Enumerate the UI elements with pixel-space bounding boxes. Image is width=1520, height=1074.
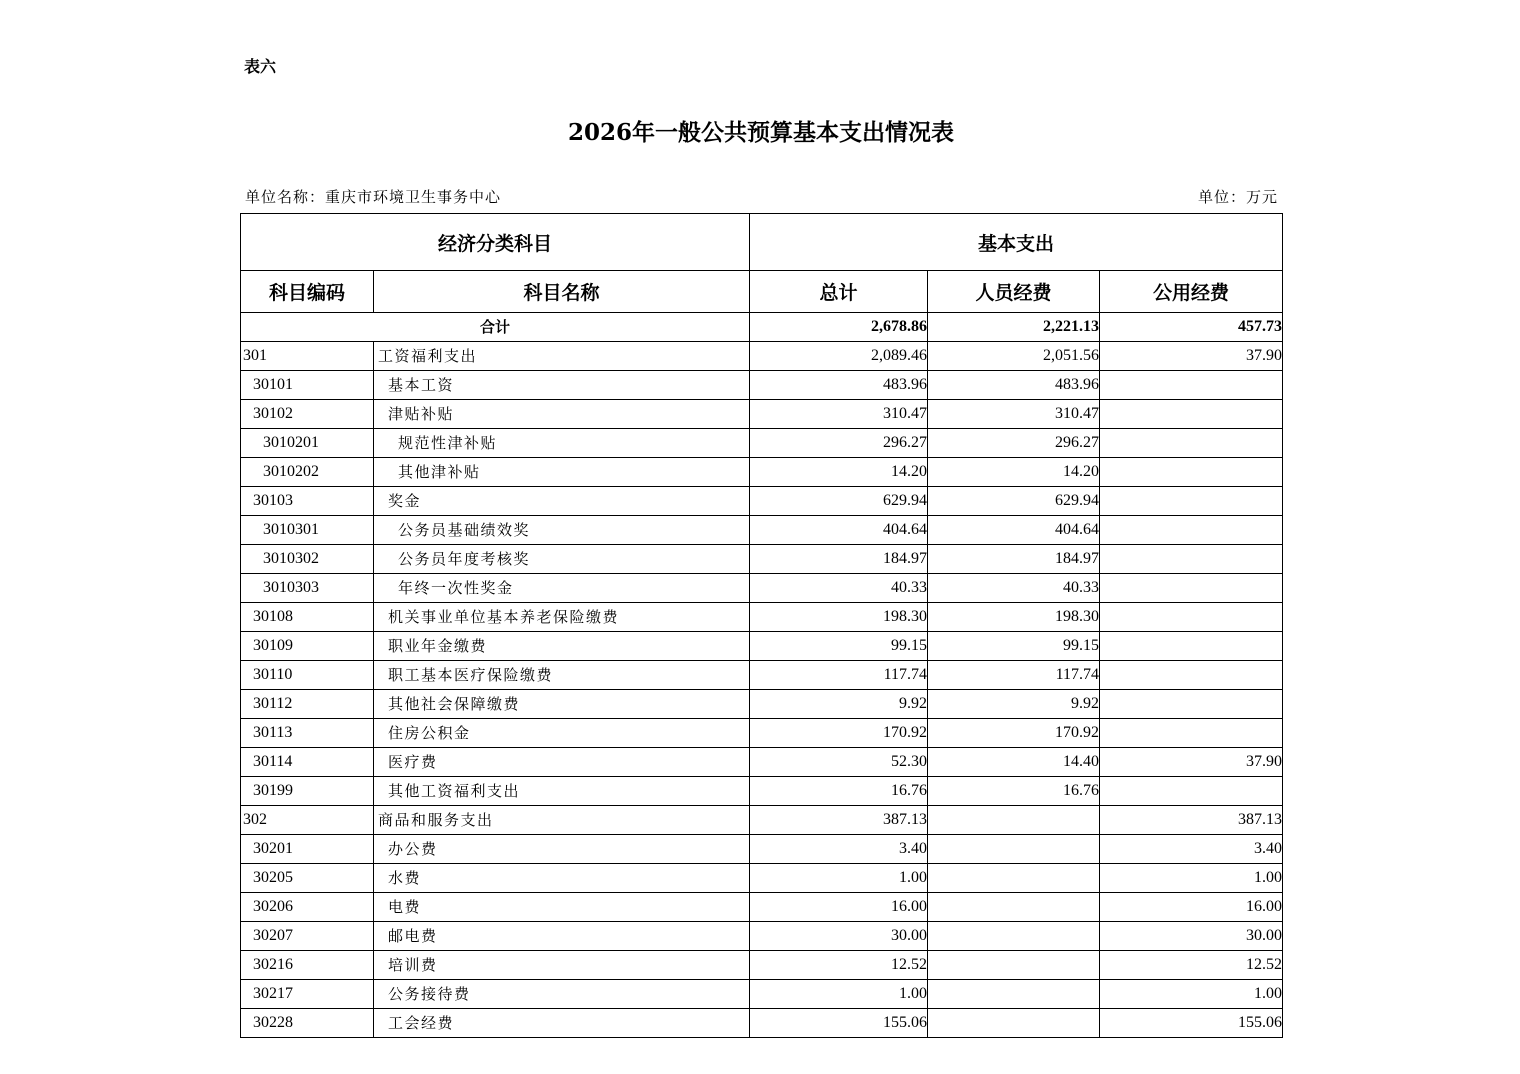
row-total: 296.27 [750, 429, 928, 458]
row-personnel [928, 980, 1100, 1009]
row-personnel [928, 893, 1100, 922]
row-total: 155.06 [750, 1009, 928, 1038]
row-name: 培训费 [374, 951, 750, 980]
row-name: 邮电费 [374, 922, 750, 951]
table-row [241, 574, 1283, 603]
row-code: 30228 [241, 1009, 374, 1038]
table-row [241, 835, 1283, 864]
row-personnel [928, 1009, 1100, 1038]
row-name: 医疗费 [374, 748, 750, 777]
row-name: 基本工资 [374, 371, 750, 400]
row-code: 30199 [241, 777, 374, 806]
row-name: 办公费 [374, 835, 750, 864]
row-name: 水费 [374, 864, 750, 893]
row-name: 津贴补贴 [374, 400, 750, 429]
table-row [241, 748, 1283, 777]
row-public [1100, 777, 1283, 806]
total-total: 2,678.86 [750, 313, 928, 342]
row-personnel: 14.40 [928, 748, 1100, 777]
row-code: 301 [241, 342, 374, 371]
row-total: 3.40 [750, 835, 928, 864]
row-name: 规范性津补贴 [374, 429, 750, 458]
row-name: 职工基本医疗保险缴费 [374, 661, 750, 690]
row-total: 198.30 [750, 603, 928, 632]
table-row [241, 864, 1283, 893]
row-code: 30109 [241, 632, 374, 661]
row-personnel: 404.64 [928, 516, 1100, 545]
row-name: 公务接待费 [374, 980, 750, 1009]
row-name: 公务员基础绩效奖 [374, 516, 750, 545]
row-personnel: 198.30 [928, 603, 1100, 632]
row-total: 184.97 [750, 545, 928, 574]
row-total: 99.15 [750, 632, 928, 661]
row-total: 52.30 [750, 748, 928, 777]
total-label: 合计 [241, 313, 750, 342]
table-row [241, 777, 1283, 806]
row-name: 商品和服务支出 [374, 806, 750, 835]
row-public [1100, 690, 1283, 719]
row-personnel: 170.92 [928, 719, 1100, 748]
row-name: 工资福利支出 [374, 342, 750, 371]
row-public [1100, 487, 1283, 516]
table-row [241, 719, 1283, 748]
row-code: 3010201 [241, 429, 374, 458]
row-public: 1.00 [1100, 864, 1283, 893]
total-row [241, 313, 1283, 342]
row-name: 年终一次性奖金 [374, 574, 750, 603]
row-public [1100, 400, 1283, 429]
row-personnel [928, 835, 1100, 864]
table-label: 表六 [244, 57, 277, 76]
row-public: 387.13 [1100, 806, 1283, 835]
table-row [241, 690, 1283, 719]
table-body [241, 313, 1283, 1038]
row-public: 1.00 [1100, 980, 1283, 1009]
header-code: 科目编码 [241, 271, 374, 313]
row-total: 404.64 [750, 516, 928, 545]
table-row [241, 545, 1283, 574]
row-total: 9.92 [750, 690, 928, 719]
table-row [241, 922, 1283, 951]
row-code: 30102 [241, 400, 374, 429]
row-total: 170.92 [750, 719, 928, 748]
table-row [241, 458, 1283, 487]
row-name: 奖金 [374, 487, 750, 516]
row-code: 3010202 [241, 458, 374, 487]
row-public: 30.00 [1100, 922, 1283, 951]
total-personnel: 2,221.13 [928, 313, 1100, 342]
row-total: 387.13 [750, 806, 928, 835]
row-public [1100, 545, 1283, 574]
row-name: 电费 [374, 893, 750, 922]
row-public: 37.90 [1100, 342, 1283, 371]
unit-name: 单位名称：重庆市环境卫生事务中心 [245, 188, 502, 206]
row-personnel: 310.47 [928, 400, 1100, 429]
row-total: 1.00 [750, 980, 928, 1009]
row-personnel: 296.27 [928, 429, 1100, 458]
row-public [1100, 458, 1283, 487]
row-personnel: 40.33 [928, 574, 1100, 603]
row-public: 37.90 [1100, 748, 1283, 777]
total-public: 457.73 [1100, 313, 1283, 342]
row-code: 30201 [241, 835, 374, 864]
row-personnel: 629.94 [928, 487, 1100, 516]
table-row [241, 603, 1283, 632]
row-personnel: 99.15 [928, 632, 1100, 661]
row-public [1100, 661, 1283, 690]
row-code: 30114 [241, 748, 374, 777]
row-total: 1.00 [750, 864, 928, 893]
row-personnel: 9.92 [928, 690, 1100, 719]
row-name: 工会经费 [374, 1009, 750, 1038]
row-personnel: 117.74 [928, 661, 1100, 690]
table-row [241, 487, 1283, 516]
row-name: 职业年金缴费 [374, 632, 750, 661]
row-public [1100, 574, 1283, 603]
row-personnel: 483.96 [928, 371, 1100, 400]
budget-table [240, 213, 1283, 1038]
table-row [241, 951, 1283, 980]
table-row [241, 632, 1283, 661]
row-public: 12.52 [1100, 951, 1283, 980]
row-public [1100, 632, 1283, 661]
row-code: 30113 [241, 719, 374, 748]
header-basic-expense: 基本支出 [750, 214, 1283, 271]
row-total: 40.33 [750, 574, 928, 603]
row-code: 302 [241, 806, 374, 835]
header-row-2 [241, 271, 1283, 313]
header-row-1 [241, 214, 1283, 271]
row-personnel: 16.76 [928, 777, 1100, 806]
row-total: 30.00 [750, 922, 928, 951]
table-row [241, 661, 1283, 690]
row-code: 30206 [241, 893, 374, 922]
table-row [241, 342, 1283, 371]
row-code: 30207 [241, 922, 374, 951]
row-code: 3010303 [241, 574, 374, 603]
row-code: 30103 [241, 487, 374, 516]
table-row [241, 806, 1283, 835]
row-total: 483.96 [750, 371, 928, 400]
header-name: 科目名称 [374, 271, 750, 313]
row-code: 3010302 [241, 545, 374, 574]
row-personnel [928, 806, 1100, 835]
row-code: 30108 [241, 603, 374, 632]
row-total: 12.52 [750, 951, 928, 980]
row-total: 14.20 [750, 458, 928, 487]
row-personnel: 2,051.56 [928, 342, 1100, 371]
row-name: 其他津补贴 [374, 458, 750, 487]
row-total: 117.74 [750, 661, 928, 690]
row-name: 住房公积金 [374, 719, 750, 748]
header-personnel: 人员经费 [928, 271, 1100, 313]
row-public [1100, 516, 1283, 545]
row-public: 16.00 [1100, 893, 1283, 922]
row-code: 30101 [241, 371, 374, 400]
row-code: 30217 [241, 980, 374, 1009]
row-code: 30110 [241, 661, 374, 690]
header-econ-class: 经济分类科目 [241, 214, 750, 271]
row-total: 16.00 [750, 893, 928, 922]
table-row [241, 516, 1283, 545]
page-title: 2026年一般公共预算基本支出情况表 [567, 119, 954, 146]
row-public: 155.06 [1100, 1009, 1283, 1038]
table-row [241, 429, 1283, 458]
table-row [241, 1009, 1283, 1038]
row-public [1100, 371, 1283, 400]
row-code: 30205 [241, 864, 374, 893]
row-personnel [928, 922, 1100, 951]
header-public: 公用经费 [1100, 271, 1283, 313]
table-row [241, 980, 1283, 1009]
row-public [1100, 603, 1283, 632]
row-public: 3.40 [1100, 835, 1283, 864]
unit-label: 单位：万元 [1197, 188, 1278, 206]
row-personnel [928, 951, 1100, 980]
row-public [1100, 719, 1283, 748]
table-row [241, 400, 1283, 429]
row-personnel: 184.97 [928, 545, 1100, 574]
header-total: 总计 [750, 271, 928, 313]
row-name: 其他工资福利支出 [374, 777, 750, 806]
row-personnel: 14.20 [928, 458, 1100, 487]
row-code: 3010301 [241, 516, 374, 545]
table-row [241, 371, 1283, 400]
row-total: 629.94 [750, 487, 928, 516]
row-public [1100, 429, 1283, 458]
row-personnel [928, 864, 1100, 893]
row-total: 2,089.46 [750, 342, 928, 371]
row-code: 30112 [241, 690, 374, 719]
row-name: 公务员年度考核奖 [374, 545, 750, 574]
row-total: 16.76 [750, 777, 928, 806]
row-name: 其他社会保障缴费 [374, 690, 750, 719]
row-name: 机关事业单位基本养老保险缴费 [374, 603, 750, 632]
row-code: 30216 [241, 951, 374, 980]
row-total: 310.47 [750, 400, 928, 429]
table-row [241, 893, 1283, 922]
